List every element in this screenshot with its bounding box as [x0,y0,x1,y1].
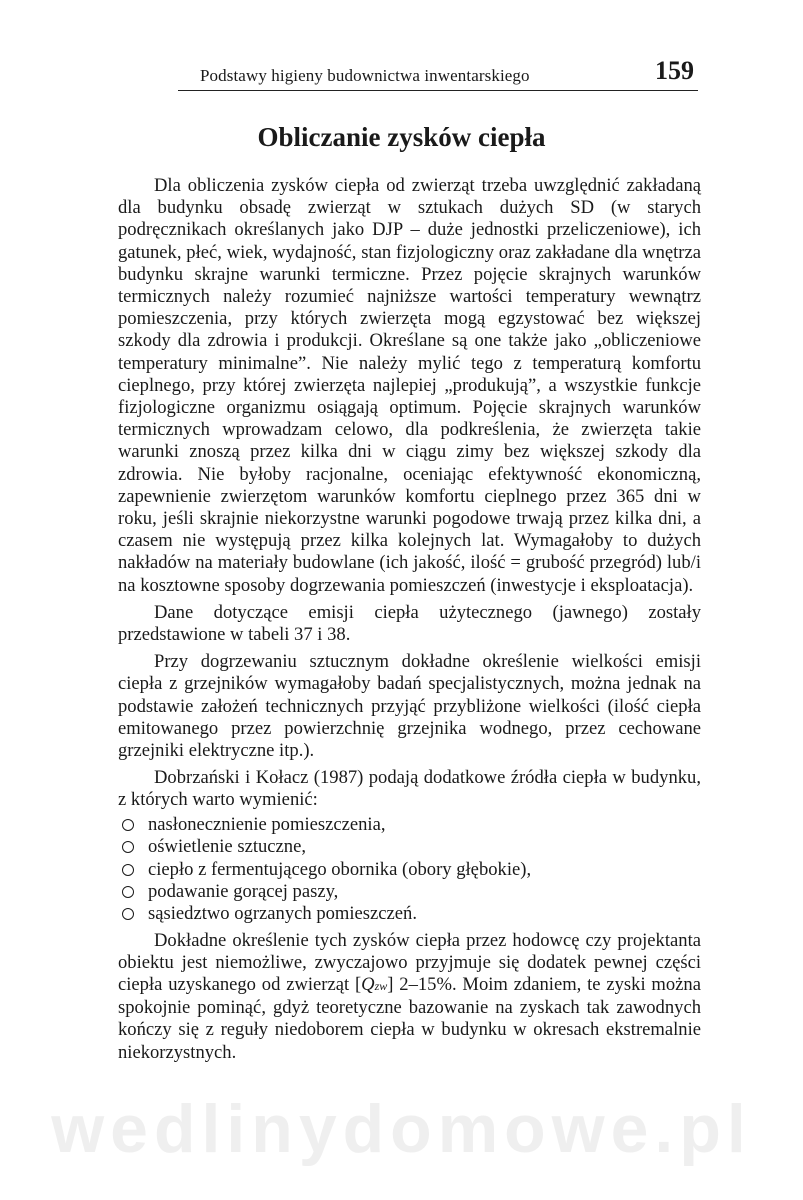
paragraph-artificial-heating: Przy dogrzewaniu sztucznym dokładne określenie wielkości emisji ciepła z grzejników wymagałoby badań specjalistycznych, można jednak na podstawie założeń technicznych przyjąć przybliżone wielkości (ilość ciepła emitowanego przez powierzchnię grzejnika wodnego, przez cechowane grzejniki elektryczne itp.). [118,651,701,762]
paragraph-tables-reference: Dane dotyczące emisji ciepła użytecznego (jawnego) zostały przedstawione w tabeli 37 i 38. [118,601,701,646]
list-item-text: sąsiedztwo ogrzanych pomieszczeń. [148,903,417,925]
list-item-text: podawanie gorącej paszy, [148,880,339,902]
circle-bullet-icon [122,819,134,831]
circle-bullet-icon [122,908,134,920]
circle-bullet-icon [122,841,134,853]
running-title: Podstawy higieny budownictwa inwentarskiego [200,66,530,85]
page-number: 159 [655,56,694,85]
list-item [122,814,701,836]
paragraph-heat-gains-from-animals: Dla obliczenia zysków ciepła od zwierząt trzeba uwzględnić zakładaną dla budynku obsadę zwierząt w sztukach dużych SD (w starych podręcznikach określanych jako DJP – duże jednostki przeliczeniowe), ich gatunek, płeć, wiek, wydajność, stan fizjologiczny oraz zakładane dla wnętrza budynku skrajne warunki termiczne. Przez pojęcie skrajnych warunków termicznych należy rozumieć najniższe wartości temperatury wewnątrz pomieszczenia, przy których zwierzęta mogą egzystować bez większej szkody dla zdrowia i produkcji. Określane są one także jako „obliczeniowe temperatury minimalne”. Nie należy mylić tego z temperaturą komfortu cieplnego, przy której zwierzęta najlepiej „produkują”, a wszystkie funkcje fizjologiczne organizmu osiągają optimum. Pojęcie skrajnych warunków termicznych wprowadzam celowo, dla podkreślenia, że zwierzęta takie warunki znoszą przez kilka dni w ciągu zimy bez większej szkody dla zdrowia. Nie byłoby racjonalne, oceniając efektywność ekonomiczną, zapewnienie zwierzętom warunków komfortu cieplnego przez 365 dni w roku, jeśli skrajnie niekorzystne warunki pogodowe trwają przez kilka dni, a czasem nie występują przez kilka kolejnych lat. Wymagałoby to dużych nakładów na materiały budowlane (ich jakość, ilość = grubość przegród) lub/i na kosztowne sposoby dogrzewania pomieszczeń (inwestycje i eksploatacja). [118,175,701,596]
circle-bullet-icon [122,864,134,876]
section-title: Obliczanie zysków ciepła [257,122,546,152]
list-item [122,858,701,880]
heat-gain-subscript: zw [374,979,388,994]
heat-gain-variable: Q [361,974,375,996]
list-item-text: ciepło z fermentującego obornika (obory głębokie), [148,858,532,880]
paragraph-additional-sources: Dobrzański i Kołacz (1987) podają dodatkowe źródła ciepła w budynku, z których warto wymienić: [118,767,701,811]
circle-bullet-icon [122,886,134,898]
heat-sources-list [118,814,701,926]
running-header [178,56,698,91]
list-item-text: oświetlenie sztuczne, [148,836,306,858]
conclusion-text-end: ] 2–15%. Moim zdaniem, te zyski można spokojnie pominąć, gdyż teoretyczne bazowanie na zyskach tak zawodnych kończy się z reguły niedoborem ciepła w budynku w okresach ekstremalnie niekorzystnych. [118,974,701,1063]
list-item [122,836,701,858]
list-item [122,903,701,925]
body-text [118,175,701,1064]
watermark: wedlinydomowe.pl [51,1091,752,1167]
list-item [122,881,701,903]
list-item-text: nasłonecznienie pomieszczenia, [148,813,386,835]
paragraph-conclusion [118,930,701,1064]
conclusion-text-start: Dokładne określenie tych zysków ciepła przez hodowcę czy projektanta obiektu jest niemożliwe, zwyczajowo przyjmuje się dodatek pewnej części ciepła uzyskanego od zwierząt [ [118,929,701,996]
